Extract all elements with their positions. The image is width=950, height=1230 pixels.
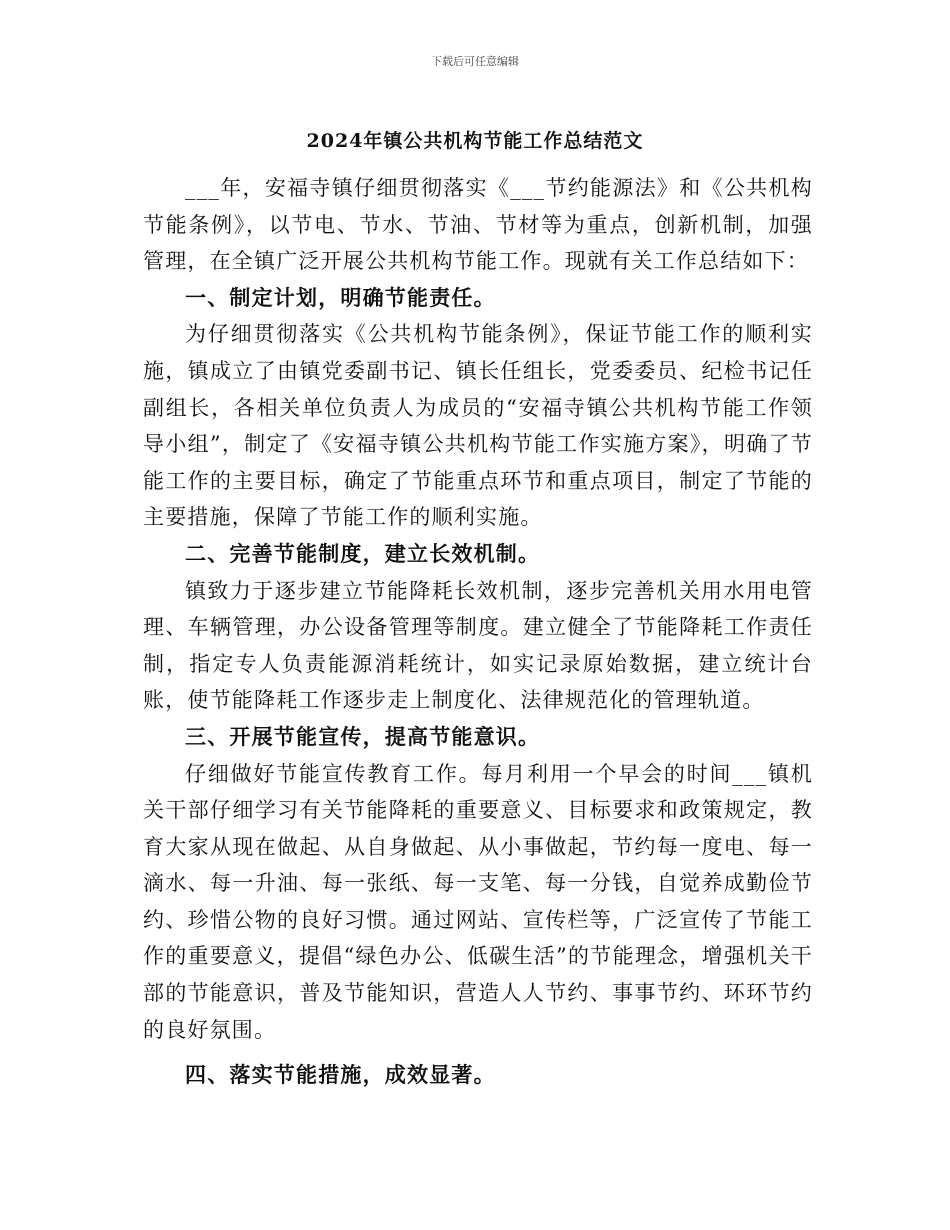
section-2-heading: 二、完善节能制度，建立长效机制。 [185,540,541,566]
section-4-heading: 四、落实节能措施，成效显著。 [185,1062,496,1088]
section-1-paragraph: 为仔细贯彻落实《公共机构节能条例》，保证节能工作的顺利实施，镇成立了由镇党委副书记、镇长任组长，党委委员、纪检书记任副组长，各相关单位负责人为成员的“安福寺镇公共机构节能工作领导小组”，制定了《安福寺镇公共机构节能工作实施方案》，明确了节能工作的主要目标，确定了节能重点环节和重点项目，制定了节能的主要措施，保障了节能工作的顺利实施。 [143,322,813,530]
section-1-heading: 一、制定计划，明确节能责任。 [185,284,496,310]
section-3-paragraph: 仔细做好节能宣传教育工作。每月利用一个早会的时间___镇机关干部仔细学习有关节能降耗的重要意义、目标要求和政策规定，教育大家从现在做起、从自身做起、从小事做起，节约每一度电、每一滴水、每一升油、每一张纸、每一支笔、每一分钱，自觉养成勤俭节约、珍惜公物的良好习惯。通过网站、宣传栏等，广泛宣传了节能工作的重要意义，提倡“绿色办公、低碳生活”的节能理念，增强机关干部的节能意识，普及节能知识，营造人人节约、事事节约、环环节约的良好氛围。 [143,761,813,1042]
section-2-paragraph: 镇致力于逐步建立节能降耗长效机制，逐步完善机关用水用电管理、车辆管理，办公设备管理等制度。建立健全了节能降耗工作责任制，指定专人负责能源消耗统计，如实记录原始数据，建立统计台账，使节能降耗工作逐步走上制度化、法律规范化的管理轨道。 [143,578,813,713]
document-title: 2024年镇公共机构节能工作总结范文 [306,130,644,152]
header-note: 下载后可任意编辑 [431,55,519,68]
document-body [143,170,813,1094]
section-3-heading: 三、开展节能宣传，提高节能意识。 [185,723,541,749]
intro-paragraph: ___年，安福寺镇仔细贯彻落实《___节约能源法》和《公共机构节能条例》，以节电、节水、节油、节材等为重点，创新机制，加强管理，在全镇广泛开展公共机构节能工作。现就有关工作总结如下： [143,176,813,274]
